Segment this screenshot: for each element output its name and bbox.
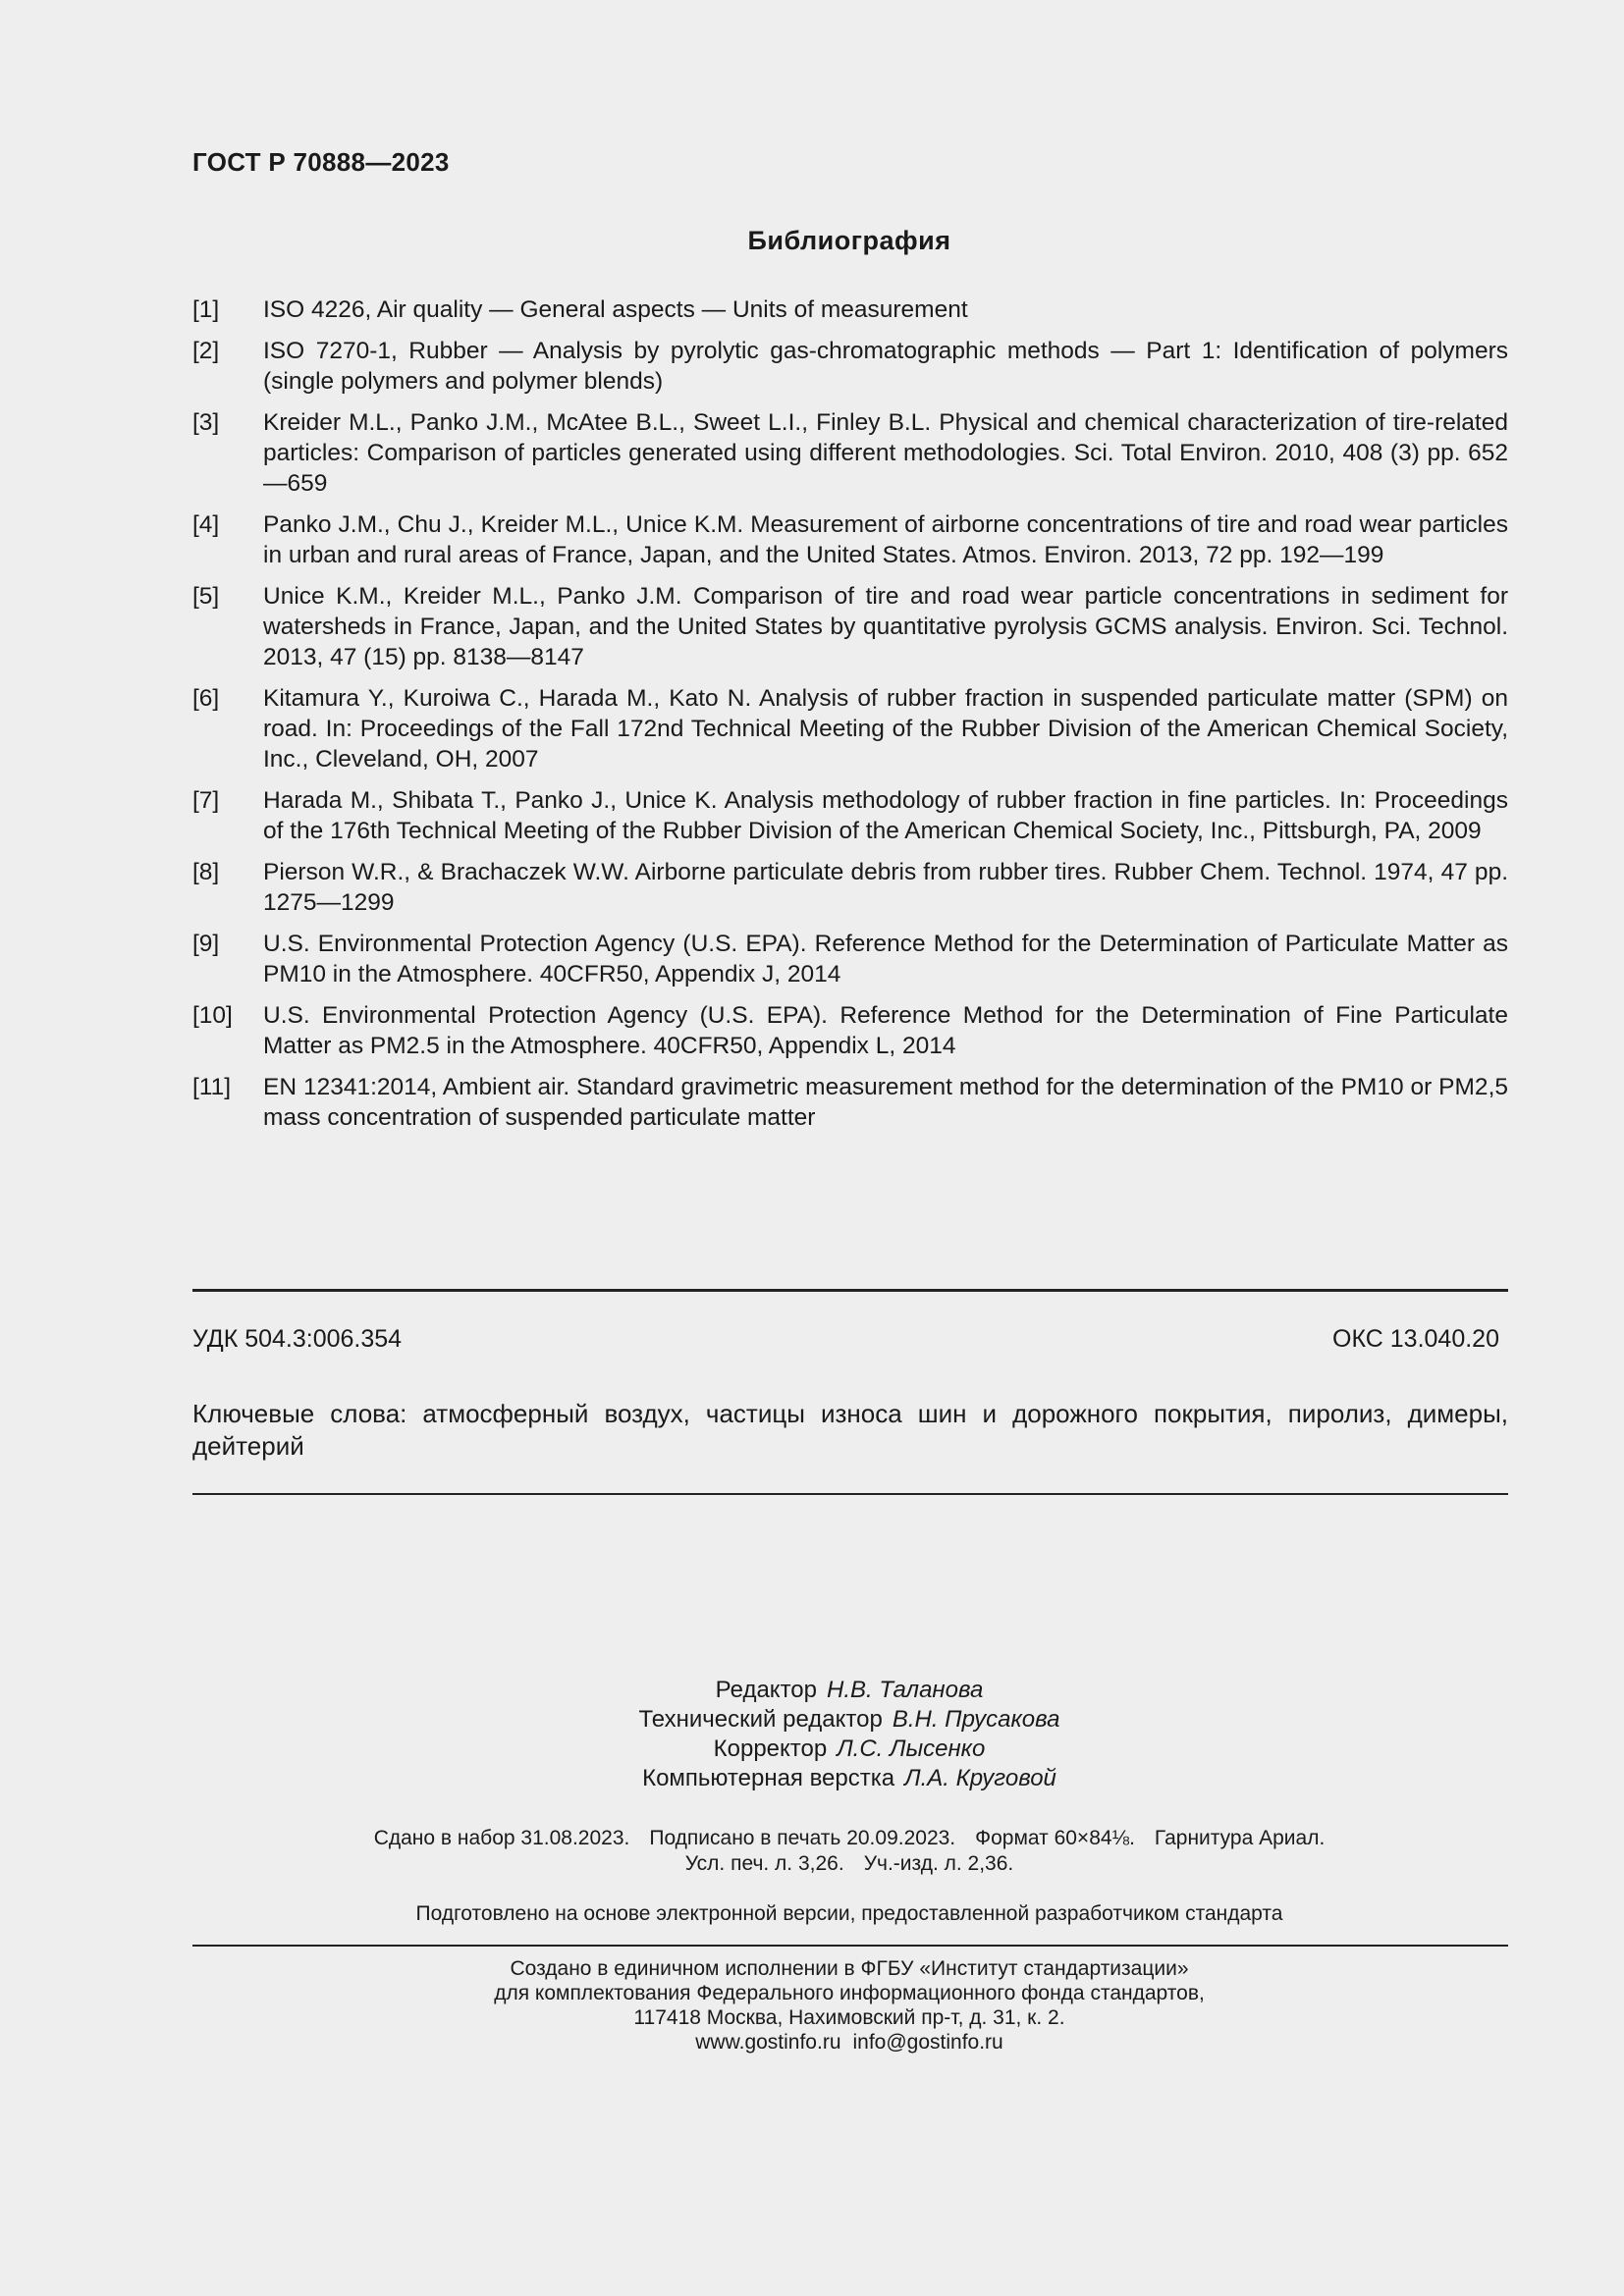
- reference-text: Harada M., Shibata T., Panko J., Unice K. Analysis methodology of rubber fraction in fine particles. In: Proceedings of the 176th Technical Meeting of the Rubber Division of the American Chemical Society, Inc., Pittsburgh, PA, 2009: [263, 787, 1508, 844]
- reference-text: U.S. Environmental Protection Agency (U.S. EPA). Reference Method for the Determination of Fine Particulate Matter as PM2.5 in the Atmosphere. 40CFR50, Appendix L, 2014: [263, 1002, 1508, 1059]
- reference-number: [11]: [192, 1074, 232, 1100]
- print-info: [0, 1826, 1624, 1877]
- publisher-block: [0, 1956, 1624, 2055]
- print-info-line-2: [0, 1851, 1624, 1877]
- credit-name: Н.В. Таланова: [826, 1677, 984, 1703]
- email-link[interactable]: info@gostinfo.ru: [852, 2031, 1003, 2054]
- credit-line: [0, 1764, 1624, 1793]
- publisher-line-2: для комплектования Федерального информационного фонда стандартов,: [494, 1982, 1205, 2004]
- credit-role: Корректор: [713, 1735, 828, 1762]
- credit-line: [0, 1705, 1624, 1735]
- reference-number: [2]: [192, 338, 220, 364]
- credit-name: Л.А. Круговой: [904, 1765, 1056, 1791]
- reference-item: [192, 857, 1508, 918]
- oks-code: ОКС 13.040.20: [1332, 1325, 1499, 1353]
- reference-item: [192, 407, 1508, 499]
- reference-item: [192, 1072, 1508, 1133]
- print-info-line-1: [0, 1826, 1624, 1851]
- reference-text: Pierson W.R., & Brachaczek W.W. Airborne particulate debris from rubber tires. Rubber Chem. Technol. 1974, 47 pp. 1275—1299: [263, 859, 1508, 916]
- reference-item: [192, 785, 1508, 846]
- credit-line: [0, 1735, 1624, 1764]
- publisher-links: [0, 2030, 1624, 2055]
- keywords-divider: [192, 1493, 1508, 1495]
- credit-name: В.Н. Прусакова: [892, 1706, 1060, 1733]
- credit-name: Л.С. Лысенко: [837, 1735, 986, 1762]
- udk-code: УДК 504.3:006.354: [192, 1325, 403, 1353]
- footer-divider: [192, 1945, 1508, 1947]
- credit-role: Компьютерная верстка: [642, 1765, 895, 1791]
- reference-number: [8]: [192, 859, 220, 885]
- typeset-date: Сдано в набор 31.08.2023.: [373, 1827, 630, 1849]
- bibliography-title: Библиография: [747, 226, 951, 255]
- reference-number: [6]: [192, 685, 220, 712]
- reference-text: EN 12341:2014, Ambient air. Standard gravimetric measurement method for the determination of the PM10 or PM2,5 mass concentration of suspended particulate matter: [263, 1074, 1508, 1131]
- print-sheets: Усл. печ. л. 3,26.: [684, 1852, 844, 1875]
- reference-item: [192, 509, 1508, 570]
- reference-text: Panko J.M., Chu J., Kreider M.L., Unice K.M. Measurement of airborne concentrations of tire and road wear particles in urban and rural areas of France, Japan, and the United States. Atmos. Environ. 2013, 72 pp. 192—199: [263, 511, 1508, 568]
- credit-role: Технический редактор: [638, 1706, 883, 1733]
- reference-number: [5]: [192, 583, 220, 610]
- reference-text: Unice K.M., Kreider M.L., Panko J.M. Comparison of tire and road wear particle concentrations in sediment for watersheds in France, Japan, and the United States by quantitative pyrolysis GCMS analysis. Environ. Sci. Technol. 2013, 47 (15) pp. 8138—8147: [263, 583, 1508, 670]
- reference-text: Kreider M.L., Panko J.M., McAtee B.L., Sweet L.I., Finley B.L. Physical and chemical characterization of tire-related particles: Comparison of particles generated using different methodologies. Sci. Total Environ. 2010, 408 (3) pp. 652—659: [263, 409, 1508, 497]
- signed-date: Подписано в печать 20.09.2023.: [649, 1827, 956, 1849]
- reference-item: [192, 929, 1508, 989]
- credit-role: Редактор: [715, 1677, 817, 1703]
- reference-item: [192, 1000, 1508, 1061]
- publisher-address: 117418 Москва, Нахимовский пр-т, д. 31, к. 2.: [633, 2006, 1065, 2029]
- reference-list: [192, 294, 1508, 1144]
- reference-item: [192, 683, 1508, 774]
- reference-number: [9]: [192, 931, 220, 957]
- reference-item: [192, 294, 1508, 325]
- top-divider: [192, 1289, 1508, 1292]
- reference-text: U.S. Environmental Protection Agency (U.S. EPA). Reference Method for the Determination of Particulate Matter as PM10 in the Atmosphere. 40CFR50, Appendix J, 2014: [263, 931, 1508, 988]
- typeface: Гарнитура Ариал.: [1154, 1827, 1326, 1849]
- publisher-line-1: Создано в единичном исполнении в ФГБУ «Институт стандартизации»: [510, 1957, 1189, 1980]
- reference-text: ISO 4226, Air quality — General aspects — Units of measurement: [263, 296, 968, 323]
- prepared-note: Подготовлено на основе электронной версии, предоставленной разработчиком стандарта: [415, 1902, 1283, 1925]
- reference-item: [192, 336, 1508, 397]
- reference-number: [3]: [192, 409, 220, 436]
- standard-code: ГОСТ Р 70888—2023: [192, 147, 450, 177]
- website-link[interactable]: www.gostinfo.ru: [695, 2031, 841, 2054]
- reference-number: [10]: [192, 1002, 233, 1029]
- reference-text: ISO 7270-1, Rubber — Analysis by pyrolytic gas-chromatographic methods — Part 1: Identification of polymers (single polymers and polymer blends): [263, 338, 1508, 395]
- credit-line: [0, 1676, 1624, 1705]
- reference-number: [4]: [192, 511, 220, 538]
- reference-text: Kitamura Y., Kuroiwa C., Harada M., Kato N. Analysis of rubber fraction in suspended particulate matter (SPM) on road. In: Proceedings of the Fall 172nd Technical Meeting of the Rubber Division of the American Chemical Society, Inc., Cleveland, OH, 2007: [263, 685, 1508, 773]
- reference-number: [1]: [192, 296, 220, 323]
- reference-number: [7]: [192, 787, 220, 814]
- reference-item: [192, 581, 1508, 672]
- publication-sheets: Уч.-изд. л. 2,36.: [863, 1852, 1014, 1875]
- keywords: Ключевые слова: атмосферный воздух, частицы износа шин и дорожного покрытия, пиролиз, димеры, дейтерий: [192, 1399, 1508, 1461]
- paper-format: Формат 60×84⅛.: [975, 1827, 1135, 1849]
- credits-block: [0, 1676, 1624, 1793]
